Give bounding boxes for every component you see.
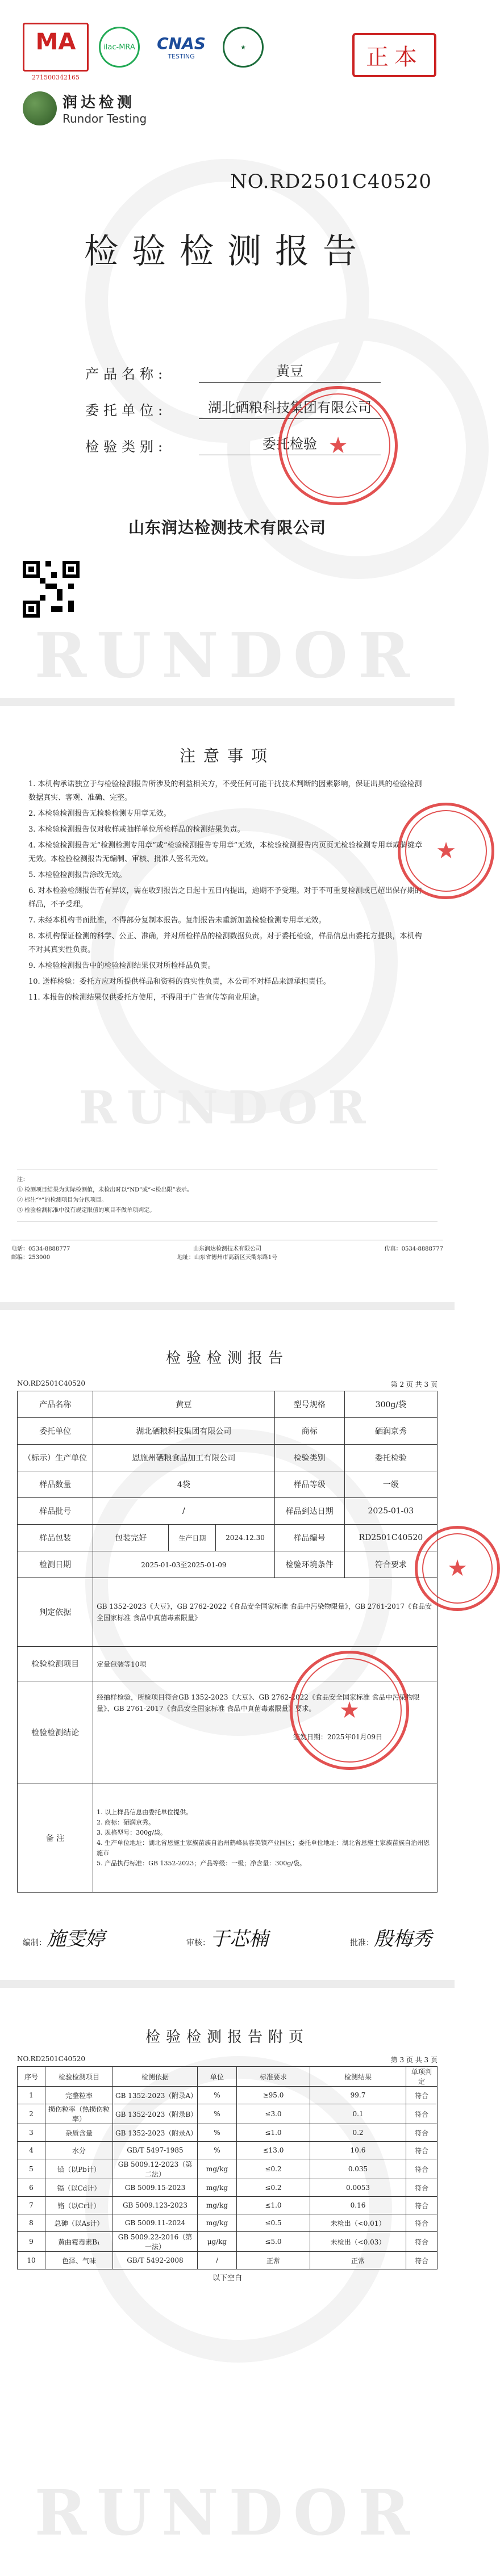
table-cell: 水分 (45, 2142, 113, 2159)
cell-label: 检验检测项目 (18, 1647, 93, 1681)
table-cell: 5 (18, 2159, 45, 2179)
table-cell: 黄曲霉毒素B₁ (45, 2232, 113, 2252)
column-header: 单项判定 (406, 2067, 438, 2087)
conclusion-text: 经抽样检验，所检项目符合GB 1352-2023《大豆》、GB 2762-2022《食品安全国家标准 食品中污染物限量》、GB 2761-2017《食品安全国家标准 食品中真菌毒素限量》要求。 (97, 1693, 420, 1713)
table-cell: 0.035 (310, 2159, 406, 2179)
cover-title: 检验检测报告 (84, 232, 370, 271)
table-cell: ≤3.0 (237, 2104, 310, 2124)
cell-value: 湖北硒粮科技集团有限公司 (93, 1418, 274, 1445)
table-cell: 10 (18, 2252, 45, 2269)
table-row (18, 1578, 438, 1647)
appendix-end-note: 以下空白 (212, 2274, 242, 2283)
table-cell: 符合 (406, 2142, 438, 2159)
page-divider (0, 1980, 455, 1988)
footer-company: 山东润达检测技术有限公司 (193, 1246, 261, 1252)
cell-label: 样品包装 (18, 1525, 93, 1551)
notice-item: 1. 本机构承诺独立于与检验检测报告所涉及的利益相关方，不受任何可能干扰技术判断的因素影响，保证出具的检验检测数据真实、客观、准确、完整。 (28, 780, 422, 802)
table-row (18, 2214, 438, 2232)
table-cell: 7 (18, 2197, 45, 2214)
table-cell: 正常 (310, 2252, 406, 2269)
sign-reviewed (186, 1923, 268, 1951)
footer-phone: 电话：0534-8888777 (11, 1246, 70, 1252)
report-page (0, 1310, 468, 1980)
table-cell: mg/kg (198, 2159, 237, 2179)
table-row (18, 1498, 438, 1525)
table-cell: 未检出（<0.01） (310, 2214, 406, 2232)
table-cell: ≤0.2 (237, 2179, 310, 2197)
table-cell: GB 1352-2023（附录A） (113, 2124, 198, 2142)
notice-list (28, 778, 426, 1007)
notice-watermark: RUNDOR (78, 1081, 376, 1134)
footer-zip: 邮编：253000 (11, 1255, 51, 1261)
appendix-watermark: RUNDOR (34, 2476, 420, 2549)
table-cell: mg/kg (198, 2197, 237, 2214)
table-cell: mg/kg (198, 2179, 237, 2197)
table-cell: 损伤粒率（热损伤粒率） (45, 2104, 113, 2124)
table-cell: mg/kg (198, 2214, 237, 2232)
info-label: 检验类别: (85, 439, 168, 455)
table-cell: 8 (18, 2214, 45, 2232)
cell-label: 生产日期 (169, 1525, 216, 1551)
column-header: 检测结果 (310, 2067, 406, 2087)
brand-logo-icon (23, 91, 57, 125)
cell-label: 委托单位 (18, 1418, 93, 1445)
table-cell: GB/T 5492-2008 (113, 2252, 198, 2269)
table-cell: 符合 (406, 2124, 438, 2142)
table-cell: 符合 (406, 2252, 438, 2269)
notice-item: 7. 未经本机构书面批准，不得部分复制本报告。复制报告未重新加盖检验检测专用章无效。 (28, 916, 326, 925)
cover-watermark: RUNDOR (34, 619, 420, 692)
report-number: NO.RD2501C40520 (17, 1379, 85, 1387)
table-row (18, 2104, 438, 2124)
table-cell: 4 (18, 2142, 45, 2159)
table-cell: ≤13.0 (237, 2142, 310, 2159)
table-cell: GB 5009.12-2023（第二法） (113, 2159, 198, 2179)
table-row (18, 1784, 438, 1893)
certification-logos (23, 23, 264, 81)
cnas-label: CNAS (157, 34, 206, 53)
cell-value: 2024.12.30 (216, 1525, 274, 1551)
table-cell: GB/T 5497-1985 (113, 2142, 198, 2159)
appendix-title: 检验检测报告附页 (145, 2029, 309, 2046)
brand-cn: 润达检测 (63, 94, 136, 111)
cell-label: 样品批号 (18, 1498, 93, 1525)
cell-label: （标示）生产单位 (18, 1445, 93, 1471)
cell-label: 备 注 (18, 1784, 93, 1893)
table-row (18, 1391, 438, 1418)
table-cell: 9 (18, 2232, 45, 2252)
table-cell: % (198, 2104, 237, 2124)
notice-item: 9. 本检验检测报告中的检验检测结果仅对所检样品负责。 (28, 962, 215, 970)
table-row (18, 2142, 438, 2159)
cell-label: 产品名称 (18, 1391, 93, 1418)
remark-item: 2. 商标：硒润京秀。 (97, 1819, 155, 1826)
info-row-product (85, 346, 381, 383)
sign-approved (350, 1923, 432, 1951)
report-edge-seal (415, 1526, 500, 1611)
seal-star-icon: ★ (436, 838, 456, 864)
cell-value: GB 1352-2023《大豆》，GB 2762-2022《食品安全国家标准 食品中污染物限量》，GB 2761-2017《食品安全国家标准 食品中真菌毒素限量》 (93, 1578, 438, 1647)
appendix-report-number: NO.RD2501C40520 (17, 2055, 85, 2063)
table-cell: 3 (18, 2124, 45, 2142)
signature: 于芯楠 (210, 1928, 268, 1950)
cell-value: 符合要求 (344, 1551, 437, 1578)
table-cell: % (198, 2142, 237, 2159)
notice-item: 2. 本检验检测报告无检验检测专用章无效。 (28, 809, 171, 818)
table-row (18, 1525, 438, 1551)
cell-label: 商标 (274, 1418, 344, 1445)
cell-label: 样品数量 (18, 1471, 93, 1498)
table-cell: 总砷（以As计） (45, 2214, 113, 2232)
remark-item: 4. 生产单位地址：湖北省恩施土家族苗族自治州鹤峰县容美镇产业园区；委托单位地址：湖北省恩施土家族苗族自治州恩施市 (97, 1839, 430, 1857)
notice-item: 8. 本机构保证检测的科学、公正、准确，并对所检样品的检测数据负责。对于委托检验，样品信息由委托方提供，本机构不对其真实性负责。 (28, 932, 422, 954)
table-cell: 符合 (406, 2197, 438, 2214)
table-row (18, 2232, 438, 2252)
table-row (18, 1471, 438, 1498)
seal-star-icon: ★ (447, 1555, 468, 1581)
cell-label: 检测日期 (18, 1551, 93, 1578)
table-cell: 符合 (406, 2159, 438, 2179)
notice-item: 4. 本检验检测报告无“检测检测专用章”或“检验检测报告专用章”无效，本检验检测报告内页页无检验检测专用章或骑缝章无效。本检验检测报告无编制、审核、批准人签名无效。 (28, 841, 423, 863)
cell-value: 定量包装等10项 (93, 1647, 438, 1681)
original-stamp: 正本 (352, 33, 436, 77)
ma-logo (23, 23, 89, 81)
notice-item: 10. 送样检验：委托方应对所提供样品和资料的真实性负责，本公司不对样品来源承担责任。 (28, 977, 331, 986)
table-cell: 符合 (406, 2214, 438, 2232)
cell-value: 包装完好 (93, 1525, 169, 1551)
table-cell: 完整粒率 (45, 2087, 113, 2104)
ma-number: 271500342165 (32, 74, 80, 81)
table-cell: 铅（以Pb计） (45, 2159, 113, 2179)
info-value: 委托检验 (199, 433, 381, 455)
footer-fax: 传真：0534-8888777 (384, 1246, 443, 1252)
cell-label: 检验检测结论 (18, 1681, 93, 1784)
company-seal (278, 386, 398, 505)
cell-label: 检验类别 (274, 1445, 344, 1471)
column-header: 序号 (18, 2067, 45, 2087)
appendix-table (17, 2066, 438, 2269)
column-header: 标准要求 (237, 2067, 310, 2087)
notice-seal (398, 803, 494, 899)
cell-value: 黄豆 (93, 1391, 274, 1418)
table-row (18, 1551, 438, 1578)
table-cell: ≤5.0 (237, 2232, 310, 2252)
table-cell: ≤1.0 (237, 2124, 310, 2142)
legend-item: ③ 检验检测标准中没有规定限值的项目不做单项判定。 (17, 1207, 156, 1214)
cell-value: 2025-01-03 (344, 1498, 437, 1525)
column-header: 单位 (198, 2067, 237, 2087)
legend-title: 注： (17, 1177, 28, 1183)
legend-item: ② 标注“*”的检测项目为分包项目。 (17, 1197, 107, 1203)
notice-page (0, 706, 455, 1302)
table-cell: GB 5009.11-2024 (113, 2214, 198, 2232)
table-cell: 2 (18, 2104, 45, 2124)
table-cell: 杂质含量 (45, 2124, 113, 2142)
ma-label: MA (35, 29, 76, 55)
remark-item: 3. 规格型号：300g/袋。 (97, 1829, 166, 1836)
table-row (18, 2197, 438, 2214)
cell-label: 样品到达日期 (274, 1498, 344, 1525)
table-row (18, 1418, 438, 1445)
table-cell: ≤0.2 (237, 2159, 310, 2179)
page-divider (0, 1302, 455, 1310)
conclusion-date: 签发日期：2025年01月09日 (293, 1733, 382, 1741)
column-header: 检验检测项目 (45, 2067, 113, 2087)
signature: 殷梅秀 (374, 1928, 432, 1950)
table-row (18, 2087, 438, 2104)
table-cell: 10.6 (310, 2142, 406, 2159)
brand (23, 91, 147, 125)
table-cell: 0.0053 (310, 2179, 406, 2197)
appendix-page-number: 第 3 页 共 3 页 (390, 2056, 438, 2064)
legend-item: ① 检测项目结果为实际检测值，未检出时以“ND”或“<检出限”表示。 (17, 1187, 193, 1193)
sign-label: 审核： (186, 1939, 210, 1948)
table-cell: GB 5009.123-2023 (113, 2197, 198, 2214)
table-row (18, 2252, 438, 2269)
cover-page (0, 0, 455, 698)
table-cell: 0.1 (310, 2104, 406, 2124)
table-cell: 0.2 (310, 2124, 406, 2142)
table-cell: 符合 (406, 2179, 438, 2197)
table-cell: 正常 (237, 2252, 310, 2269)
table-row (18, 2159, 438, 2179)
notice-item: 5. 本检验检测报告涂改无效。 (28, 871, 127, 879)
table-cell: 99.7 (310, 2087, 406, 2104)
cell-value: RD2501C40520 (344, 1525, 437, 1551)
table-cell: ≤1.0 (237, 2197, 310, 2214)
table-row (18, 2179, 438, 2197)
cover-company: 山东润达检测技术有限公司 (128, 518, 326, 537)
table-cell: GB 5009.22-2016（第一法） (113, 2232, 198, 2252)
table-cell: μg/kg (198, 2232, 237, 2252)
notice-item: 3. 本检验检测报告仅对收样或抽样单位所检样品的检测结果负责。 (28, 825, 245, 834)
table-cell: GB 1352-2023（附录B） (113, 2104, 198, 2124)
signature: 施雯婷 (47, 1928, 105, 1950)
table-row (18, 1445, 438, 1471)
table-cell: ≥95.0 (237, 2087, 310, 2104)
report-table (17, 1391, 438, 1893)
table-cell: 符合 (406, 2104, 438, 2124)
cell-label: 型号规格 (274, 1391, 344, 1418)
cnas-sub: TESTING (168, 53, 195, 60)
report-title: 检验检测报告 (165, 1350, 289, 1367)
remark-item: 1. 以上样品信息由委托单位提供。 (97, 1809, 193, 1816)
remark-item: 5. 产品执行标准：GB 1352-2023；产品等级：一级；净含量：300g/袋。 (97, 1860, 306, 1867)
table-cell: % (198, 2087, 237, 2104)
info-value: 湖北硒粮科技集团有限公司 (199, 396, 381, 419)
report-page-number: 第 2 页 共 3 页 (390, 1381, 438, 1388)
table-row (18, 2124, 438, 2142)
cell-label: 判定依据 (18, 1578, 93, 1647)
cell-value: 委托检验 (344, 1445, 437, 1471)
table-cell: 1 (18, 2087, 45, 2104)
cell-value: 恩施州硒粮食品加工有限公司 (93, 1445, 274, 1471)
notice-item: 11. 本报告的检测结果仅供委托方使用，不得用于广告宣传等商业用途。 (28, 993, 264, 1002)
sign-label: 批准： (350, 1939, 374, 1948)
table-cell: 镉（以Cd计） (45, 2179, 113, 2197)
seal-star-icon: ★ (328, 433, 348, 459)
table-cell: 未检出（<0.03） (310, 2232, 406, 2252)
sign-label: 编制： (23, 1939, 47, 1948)
notice-item: 6. 对本检验检测报告若有异议，需在收到报告之日起十五日内提出，逾期不予受理。对于不可重复检测或已超出保存期的样品，不予受理。 (28, 887, 422, 909)
qr-code-icon (23, 561, 80, 618)
ilac-logo: ilac-MRA (99, 27, 140, 68)
info-value: 黄豆 (199, 360, 381, 383)
cell-label: 样品等级 (274, 1471, 344, 1498)
notice-legend (17, 1169, 438, 1222)
cell-value: 硒润京秀 (344, 1418, 437, 1445)
table-cell: 6 (18, 2179, 45, 2197)
cover-report-number: NO.RD2501C40520 (230, 170, 432, 193)
table-cell: GB 1352-2023（附录A） (113, 2087, 198, 2104)
info-label: 委托单位: (85, 402, 168, 418)
table-cell: 符合 (406, 2232, 438, 2252)
table-header-row (18, 2067, 438, 2087)
table-cell: 符合 (406, 2087, 438, 2104)
info-label: 产品名称: (85, 366, 168, 382)
table-cell: 0.16 (310, 2197, 406, 2214)
brand-en: Rundor Testing (63, 112, 147, 125)
table-cell: % (198, 2124, 237, 2142)
cell-value: 4袋 (93, 1471, 274, 1498)
cell-value: / (93, 1498, 274, 1525)
page-divider (0, 698, 455, 706)
cell-label: 样品编号 (274, 1525, 344, 1551)
notice-title: 注意事项 (179, 746, 275, 765)
quality-badge-icon: ★ (223, 27, 264, 68)
cell-value: 300g/袋 (344, 1391, 437, 1418)
table-cell: GB 5009.15-2023 (113, 2179, 198, 2197)
column-header: 检测依据 (113, 2067, 198, 2087)
sign-prepared (23, 1923, 105, 1951)
seal-star-icon: ★ (339, 1697, 360, 1723)
table-cell: ≤0.5 (237, 2214, 310, 2232)
cell-label: 检验环境条件 (274, 1551, 344, 1578)
cnas-logo (150, 28, 213, 66)
table-cell: 色泽、气味 (45, 2252, 113, 2269)
notice-footer (11, 1240, 443, 1261)
appendix-page (0, 1988, 455, 2576)
table-cell: / (198, 2252, 237, 2269)
cell-value: 2025-01-03至2025-01-09 (93, 1551, 274, 1578)
footer-address: 地址：山东省德州市高新区天衢东路1号 (177, 1255, 278, 1261)
table-cell: 铬（以Cr计） (45, 2197, 113, 2214)
signatures (23, 1923, 432, 1951)
report-seal (290, 1651, 409, 1770)
cell-value: 一级 (344, 1471, 437, 1498)
